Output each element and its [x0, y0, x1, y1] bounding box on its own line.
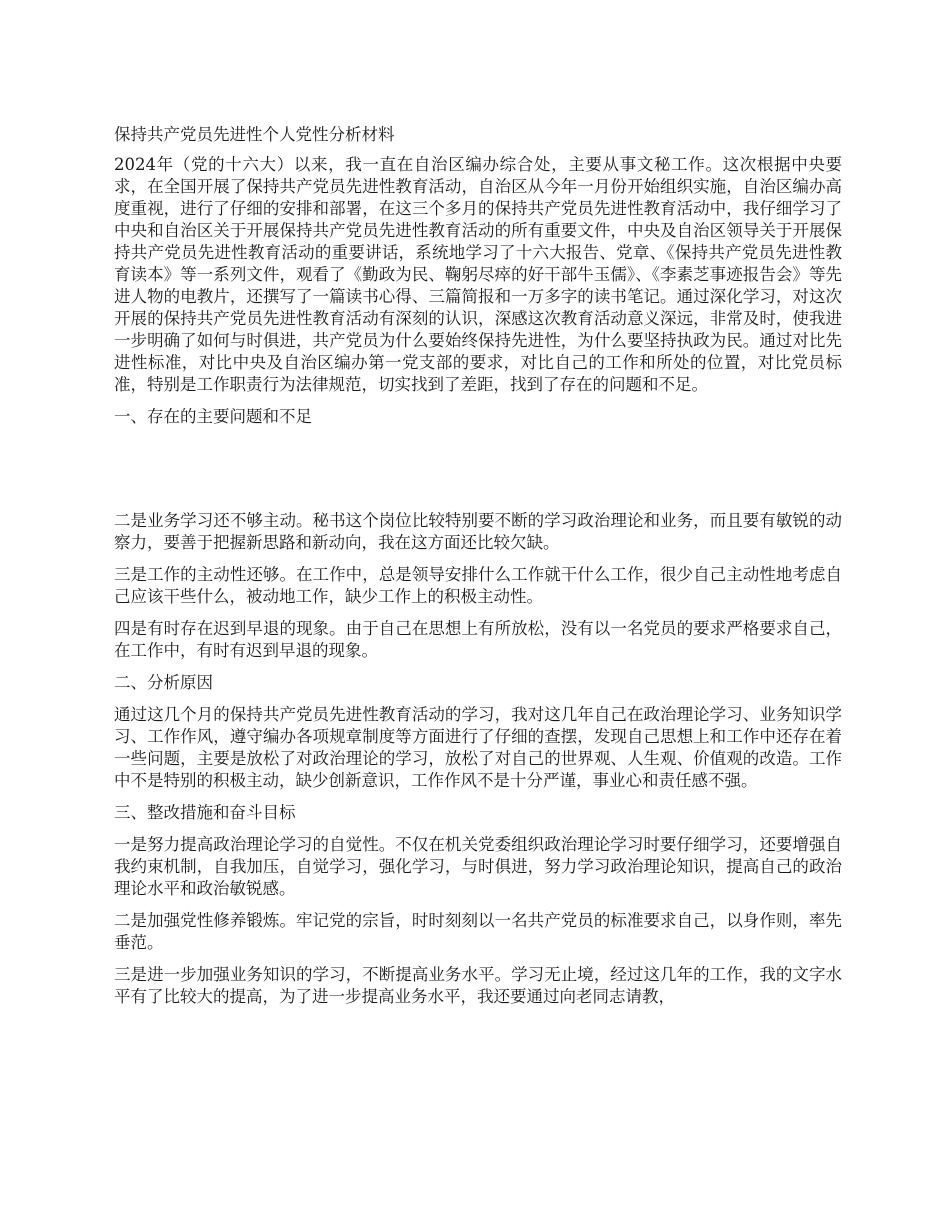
intro-paragraph: 2024年（党的十六大）以来，我一直在自治区编办综合处，主要从事文秘工作。这次根据中央要求，在全国开展了保持共产党员先进性教育活动，自治区从今年一月份开始组织实施，自治区编办高度重视，进行了仔细的安排和部署，在这三个多月的保持共产党员先进性教育活动中，我仔细学习了中央和自治区关于开展保持共产党员先进性教育活动的所有重要文件，中央及自治区领导关于开展保持共产党员先进性教育活动的重要讲话，系统地学习了十六大报告、党章、《保持共产党员先进性教育读本》等一系列文件，观看了《勤政为民、鞠躬尽瘁的好干部牛玉儒》、《李素芝事迹报告会》等先进人物的电教片，还撰写了一篇读书心得、三篇简报和一万多字的读书笔记。通过深化学习，对这次开展的保持共产党员先进性教育活动有深刻的认识，深感这次教育活动意义深远，非常及时，使我进一步明确了如何与时俱进，共产党员为什么要始终保持先进性，为什么要坚持执政为民。通过对比先进性标准，对比中央及自治区编办第一党支部的要求，对比自己的工作和所处的位置，对比党员标准，特别是工作职责行为法律规范，切实找到了差距，找到了存在的问题和不足。: [114, 155, 842, 394]
section-1-item-3: 三是工作的主动性还够。在工作中，总是领导安排什么工作就干什么工作，很少自己主动性地考虑自己应该干些什么，被动地工作，缺少工作上的积极主动性。: [114, 565, 842, 606]
section-1-item-2: 二是业务学习还不够主动。秘书这个岗位比较特别要不断的学习政治理论和业务，而且要有敏锐的动察力，要善于把握新思路和新动向，我在这方面还比较欠缺。: [114, 511, 842, 552]
blank-space: [114, 438, 842, 510]
section-2-heading: 二、分析原因: [114, 673, 213, 692]
section-3-item-2: 二是加强党性修养锻炼。牢记党的宗旨，时时刻刻以一名共产党员的标准要求自己，以身作则，率先垂范。: [114, 911, 842, 952]
section-3-item-1: 一是努力提高政治理论学习的自觉性。不仅在机关党委组织政治理论学习时要仔细学习，还要增强自我约束机制，自我加压，自觉学习，强化学习，与时俱进，努力学习政治理论知识，提高自己的政治理论水平和政治敏锐感。: [114, 835, 842, 898]
section-2-paragraph: 通过这几个月的保持共产党员先进性教育活动的学习，我对这几年自己在政治理论学习、业务知识学习、工作作风，遵守编办各项规章制度等方面进行了仔细的查摆，发现自己思想上和工作中还存在着一些问题，主要是放松了对政治理论的学习，放松了对自己的世界观、人生观、价值观的改造。工作中不是特别的积极主动，缺少创新意识，工作作风不是十分严谨，事业心和责任感不强。: [114, 705, 842, 790]
document-body: [114, 124, 842, 1018]
section-1-heading: 一、存在的主要问题和不足: [114, 407, 312, 426]
section-3-heading: 三、整改措施和奋斗目标: [114, 803, 296, 822]
section-3-item-3: 三是进一步加强业务知识的学习，不断提高业务水平。学习无止境，经过这几年的工作，我的文字水平有了比较大的提高，为了进一步提高业务水平，我还要通过向老同志请教，: [114, 965, 842, 1006]
section-1-item-4: 四是有时存在迟到早退的现象。由于自己在思想上有所放松，没有以一名党员的要求严格要求自己，在工作中，有时有迟到早退的现象。: [114, 619, 842, 660]
document-title: 保持共产党员先进性个人党性分析材料: [114, 125, 395, 144]
